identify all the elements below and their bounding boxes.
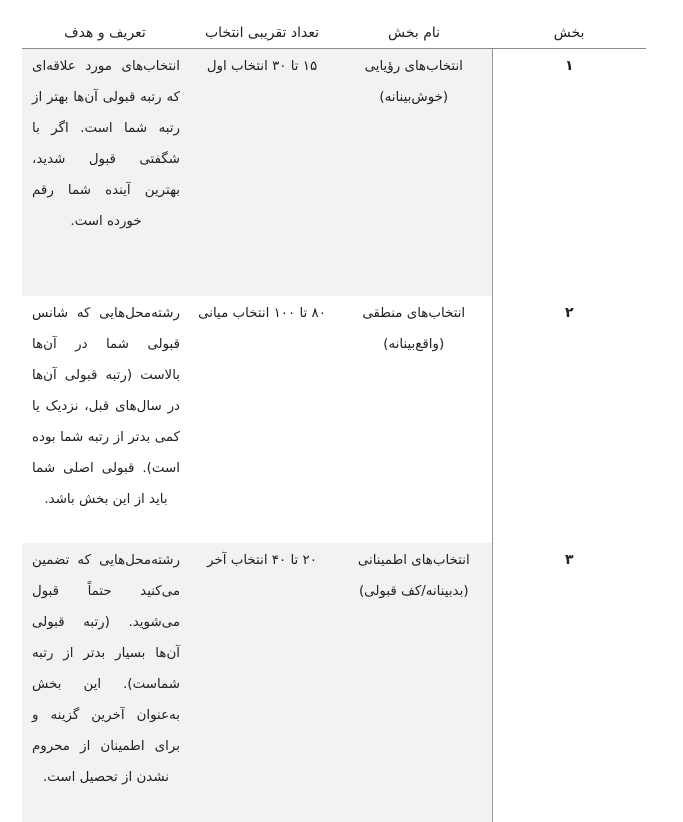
header-name: نام بخش [336,18,492,49]
header-count: تعداد تقریبی انتخاب [188,18,336,49]
section-name: انتخاب‌های اطمینانی (بدبینانه/کف قبولی) [336,543,492,822]
selection-strategy-table [22,18,646,822]
section-number: ۲ [492,296,646,543]
table-row [22,49,646,296]
section-description: انتخاب‌های مورد علاقه‌ای که رتبه قبولی آن‌ها بهتر از رتبه شما است. اگر با شگفتی قبول شدید، بهترین آینده شما رقم خورده است. [22,49,188,296]
table-row [22,543,646,822]
selection-count: ۲۰ تا ۴۰ انتخاب آخر [188,543,336,822]
section-name: انتخاب‌های رؤیایی (خوش‌بینانه) [336,49,492,296]
section-number: ۳ [492,543,646,822]
table-row [22,296,646,543]
header-section: بخش [492,18,646,49]
section-number: ۱ [492,49,646,296]
section-description: رشته‌محل‌هایی که تضمین می‌کنید حتماً قبول می‌شوید. (رتبه قبولی آن‌ها بسیار بدتر از رتبه شماست). این بخش به‌عنوان آخرین گزینه و برای اطمینان از محروم نشدن از تحصیل است. [22,543,188,822]
section-description: رشته‌محل‌هایی که شانس قبولی شما در آن‌ها بالاست (رتبه قبولی آن‌ها در سال‌های قبل، نزدیک یا کمی بدتر از رتبه شما بوده است). قبولی اصلی شما باید از این بخش باشد. [32,305,180,507]
header-description: تعریف و هدف [22,18,188,49]
selection-count: ۸۰ تا ۱۰۰ انتخاب میانی [198,305,326,321]
table-header-row [22,18,646,49]
section-name: انتخاب‌های منطقی (واقع‌بینانه) [362,305,466,352]
selection-count: ۱۵ تا ۳۰ انتخاب اول [188,49,336,296]
